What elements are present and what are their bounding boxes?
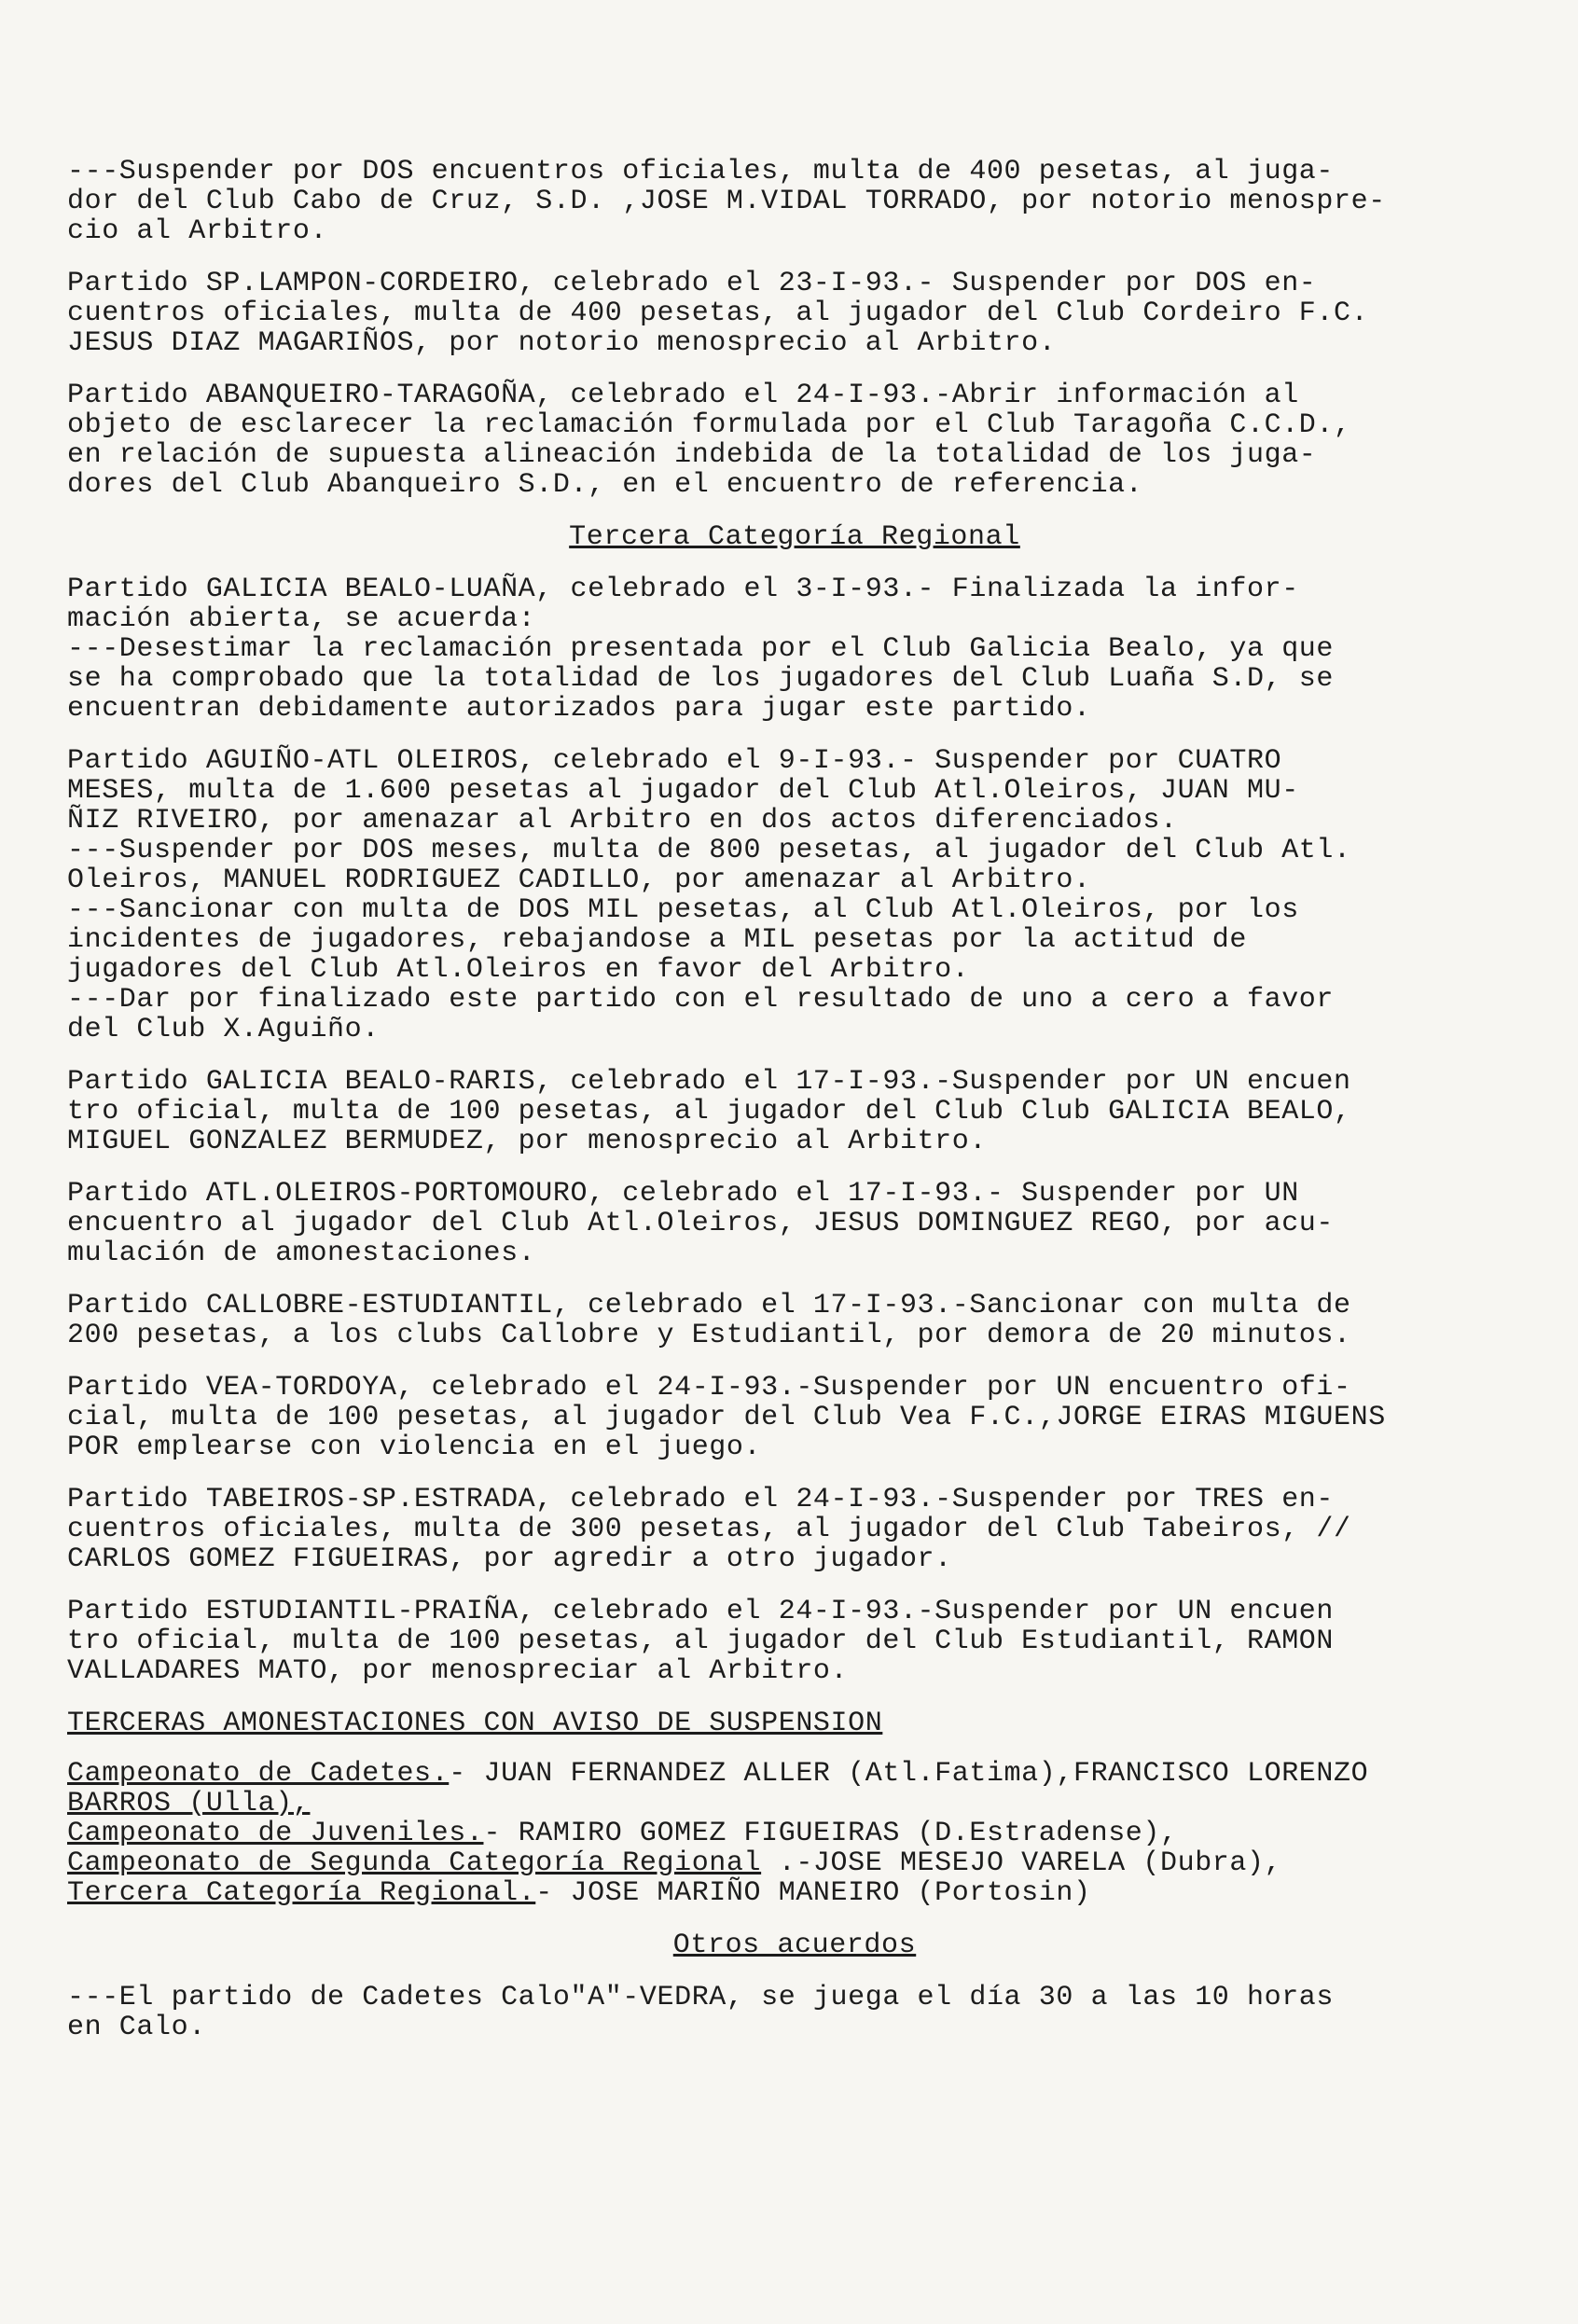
entry-text: - JOSE MARIÑO MANEIRO (Portosin) xyxy=(535,1877,1091,1909)
entry-text: .-JOSE MESEJO VARELA (Dubra), xyxy=(761,1847,1282,1879)
text-line: Partido AGUIÑO-ATL OLEIROS, celebrado el 9-I-93.- Suspender por CUATRO xyxy=(67,745,1282,777)
text-line: ---El partido de Cadetes Calo"A"-VEDRA, se juega el día 30 a las 10 horas xyxy=(67,1982,1335,2013)
paragraph-galicia-bealo-raris xyxy=(67,1067,1522,1156)
text-line: Partido GALICIA BEALO-LUAÑA, celebrado el 3-I-93.- Finalizada la infor- xyxy=(67,574,1299,605)
text-line: Oleiros, MANUEL RODRIGUEZ CADILLO, por amenazar al Arbitro. xyxy=(67,865,1091,896)
text-line: CARLOS GOMEZ FIGUEIRAS, por agredir a otro jugador. xyxy=(67,1543,952,1575)
text-line: objeto de esclarecer la reclamación formulada por el Club Taragoña C.C.D., xyxy=(67,409,1351,441)
paragraph-atl-oleiros-portomouro xyxy=(67,1179,1522,1268)
section-heading-amonestaciones: TERCERAS AMONESTACIONES CON AVISO DE SUSPENSION xyxy=(67,1708,883,1739)
paragraph-abanqueiro-taragona xyxy=(67,380,1522,500)
paragraph-estudiantil-praina xyxy=(67,1597,1522,1686)
entry-category: Campeonato de Cadetes. xyxy=(67,1758,450,1790)
text-line: Partido VEA-TORDOYA, celebrado el 24-I-93.-Suspender por UN encuentro ofi- xyxy=(67,1372,1351,1404)
paragraph-vea-tordoya xyxy=(67,1373,1522,1462)
text-line: del Club X.Aguiño. xyxy=(67,1014,380,1045)
text-line: dores del Club Abanqueiro S.D., en el encuentro de referencia. xyxy=(67,469,1143,501)
text-line: se ha comprobado que la totalidad de los jugadores del Club Luaña S.D, se xyxy=(67,663,1335,695)
amonestaciones-list xyxy=(67,1759,1522,1908)
text-line: jugadores del Club Atl.Oleiros en favor del Arbitro. xyxy=(67,954,970,986)
amonestacion-entry xyxy=(67,1759,1522,1789)
paragraph-callobre-estudiantil xyxy=(67,1291,1522,1350)
text-line: POR emplearse con violencia en el juego. xyxy=(67,1432,762,1463)
section-heading-tercera-categoria: Tercera Categoría Regional xyxy=(569,521,1020,553)
text-line: encuentro al jugador del Club Atl.Oleiros, JESUS DOMINGUEZ REGO, por acu- xyxy=(67,1208,1335,1239)
text-line: ---Suspender por DOS meses, multa de 800 pesetas, al jugador del Club Atl. xyxy=(67,835,1351,866)
section-heading-otros-acuerdos: Otros acuerdos xyxy=(672,1930,917,1961)
entry-text: - JUAN FERNANDEZ ALLER (Atl.Fatima),FRANCISCO LORENZO xyxy=(449,1758,1369,1790)
paragraph-galicia-bealo-luana xyxy=(67,574,1522,724)
top-paragraphs xyxy=(67,157,1522,500)
text-line: ---Desestimar la reclamación presentada por el Club Galicia Bealo, ya que xyxy=(67,633,1335,665)
text-line: Partido CALLOBRE-ESTUDIANTIL, celebrado el 17-I-93.-Sancionar con multa de xyxy=(67,1290,1351,1321)
text-line: Partido ESTUDIANTIL-PRAIÑA, celebrado el 24-I-93.-Suspender por UN encuen xyxy=(67,1596,1335,1627)
text-line: cial, multa de 100 pesetas, al jugador del Club Vea F.C.,JORGE EIRAS MIGUENS xyxy=(67,1402,1386,1433)
paragraph-aguino-atl-oleiros xyxy=(67,746,1522,1044)
paragraph-otros-acuerdos xyxy=(67,1983,1522,2042)
text-line: ---Sancionar con multa de DOS MIL pesetas, al Club Atl.Oleiros, por los xyxy=(67,894,1299,926)
amonestacion-entry xyxy=(67,1789,1522,1819)
entry-text: BARROS (Ulla), xyxy=(67,1788,311,1819)
text-line: Partido TABEIROS-SP.ESTRADA, celebrado el 24-I-93.-Suspender por TRES en- xyxy=(67,1484,1335,1515)
entry-category: Campeonato de Juveniles. xyxy=(67,1818,484,1849)
text-line: JESUS DIAZ MAGARIÑOS, por notorio menosprecio al Arbitro. xyxy=(67,327,1057,359)
text-line: Partido ATL.OLEIROS-PORTOMOURO, celebrado el 17-I-93.- Suspender por UN xyxy=(67,1178,1299,1210)
entry-text: - RAMIRO GOMEZ FIGUEIRAS (D.Estradense), xyxy=(483,1818,1178,1849)
text-line: 200 pesetas, a los clubs Callobre y Estudiantil, por demora de 20 minutos. xyxy=(67,1320,1351,1351)
text-line: mación abierta, se acuerda: xyxy=(67,603,536,635)
entry-category: Tercera Categoría Regional. xyxy=(67,1877,536,1909)
text-line: tro oficial, multa de 100 pesetas, al jugador del Club Estudiantil, RAMON xyxy=(67,1625,1335,1657)
paragraph-cabo-de-cruz xyxy=(67,157,1522,246)
text-line: encuentran debidamente autorizados para jugar este partido. xyxy=(67,693,1091,725)
text-line: en Calo. xyxy=(67,2012,206,2043)
document-body xyxy=(67,157,1522,2065)
text-line: incidentes de jugadores, rebajandose a MIL pesetas por la actitud de xyxy=(67,924,1247,956)
text-line: Partido SP.LAMPON-CORDEIRO, celebrado el 23-I-93.- Suspender por DOS en- xyxy=(67,268,1317,299)
paragraph-tabeiros-sp-estrada xyxy=(67,1485,1522,1574)
text-line: Partido ABANQUEIRO-TARAGOÑA, celebrado el 24-I-93.-Abrir información al xyxy=(67,380,1299,411)
text-line: ---Suspender por DOS encuentros oficiales, multa de 400 pesetas, al juga- xyxy=(67,156,1335,187)
tercera-paragraphs xyxy=(67,574,1522,1686)
text-line: cio al Arbitro. xyxy=(67,215,328,247)
text-line: mulación de amonestaciones. xyxy=(67,1238,536,1269)
text-line: cuentros oficiales, multa de 400 pesetas, al jugador del Club Cordeiro F.C. xyxy=(67,297,1369,329)
text-line: ÑIZ RIVEIRO, por amenazar al Arbitro en dos actos diferenciados. xyxy=(67,805,1178,837)
text-line: Partido GALICIA BEALO-RARIS, celebrado el 17-I-93.-Suspender por UN encuen xyxy=(67,1066,1351,1098)
text-line: MESES, multa de 1.600 pesetas al jugador del Club Atl.Oleiros, JUAN MU- xyxy=(67,775,1299,807)
text-line: dor del Club Cabo de Cruz, S.D. ,JOSE M.VIDAL TORRADO, por notorio menospre- xyxy=(67,186,1386,217)
text-line: en relación de supuesta alineación indebida de la totalidad de los juga- xyxy=(67,439,1317,471)
text-line: VALLADARES MATO, por menospreciar al Arbitro. xyxy=(67,1655,849,1687)
text-line: cuentros oficiales, multa de 300 pesetas, al jugador del Club Tabeiros, // xyxy=(67,1514,1351,1545)
entry-category: Campeonato de Segunda Categoría Regional xyxy=(67,1847,762,1879)
text-line: MIGUEL GONZALEZ BERMUDEZ, por menosprecio al Arbitro. xyxy=(67,1126,987,1157)
amonestacion-entry xyxy=(67,1848,1522,1878)
text-line: ---Dar por finalizado este partido con el resultado de uno a cero a favor xyxy=(67,984,1335,1016)
paragraph-lampon-cordeiro xyxy=(67,269,1522,358)
text-line: tro oficial, multa de 100 pesetas, al jugador del Club Club GALICIA BEALO, xyxy=(67,1096,1351,1127)
amonestacion-entry xyxy=(67,1878,1522,1908)
amonestacion-entry xyxy=(67,1819,1522,1848)
